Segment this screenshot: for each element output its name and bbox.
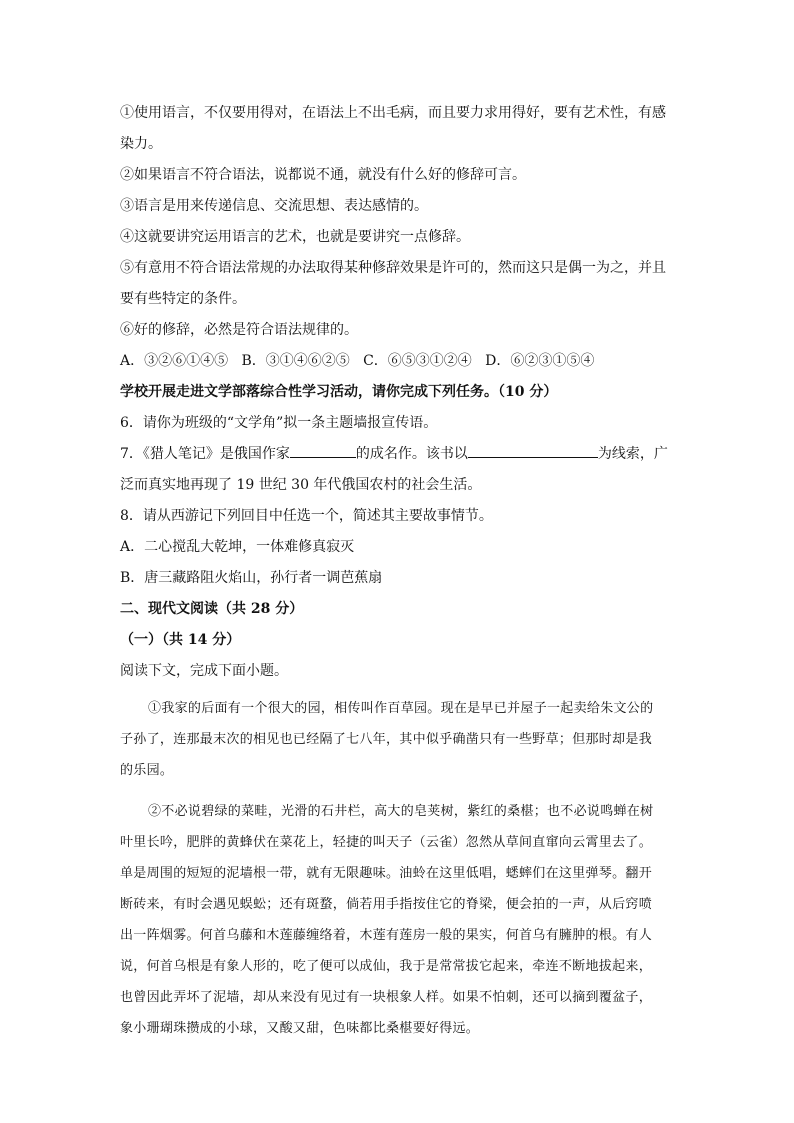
sentence-2: ②如果语言不符合语法，说都说不通，就没有什么好的修辞可言。 — [120, 167, 526, 183]
sentence-1: ①使用语言，不仅要用得对，在语法上不出毛病，而且要力求用得好，要有艺术性，有感 — [120, 105, 666, 121]
question-7-part1: 7．《猎人笔记》是俄国作家 — [120, 446, 290, 462]
sentence-6: ⑥好的修辞，必然是符合语法规律的。 — [120, 322, 358, 338]
passage-line: 出一阵烟雾。何首乌藤和木莲藤缠络着，木莲有莲房一般的果实，何首乌有臃肿的根。有人 — [120, 928, 653, 943]
question-6: 6．请你为班级的“文学角”拟一条主题墙报宣传语。 — [120, 415, 438, 431]
answer-blank-author[interactable] — [290, 441, 356, 458]
task-heading: 学校开展走进文学部落综合性学习活动，请你完成下列任务。（10 分） — [120, 384, 558, 400]
passage-line: 象小珊瑚珠攒成的小球，又酸又甜，色味都比桑椹要好得远。 — [120, 1021, 480, 1036]
passage-line: 也曾因此弄坏了泥墙，却从来没有见过有一块根象人样。如果不怕刺，还可以摘到覆盆子， — [120, 990, 653, 1005]
reading-instruction: 阅读下文，完成下面小题。 — [120, 663, 288, 679]
paragraph-gap — [120, 786, 680, 796]
answer-options: A．③②⑥①④⑤ B．③①④⑥②⑤ C．⑥⑤③①②④ D．⑥②③①⑤④ — [120, 353, 595, 369]
sentence-5: ⑤有意用不符合语法常规的办法取得某种修辞效果是许可的，然而这只是偶一为之，并且 — [120, 260, 666, 276]
passage-line: 单是周围的短短的泥墙根一带，就有无限趣味。油蛉在这里低唱，蟋蟀们在这里弹琴。翻开 — [120, 866, 653, 881]
question-8-option-a: A．二心搅乱大乾坤，一体难修真寂灭 — [120, 539, 355, 555]
passage-line: ②不必说碧绿的菜畦，光滑的石井栏，高大的皂荚树，紫红的桑椹；也不必说鸣蝉在树 — [148, 804, 654, 819]
answer-blank-clue[interactable] — [468, 441, 598, 458]
sentence-5-cont: 要有些特定的条件。 — [120, 291, 246, 307]
question-7-part2: 的成名作。该书以 — [355, 446, 468, 462]
sentence-3: ③语言是用来传递信息、交流思想、表达感情的。 — [120, 198, 428, 214]
sentence-1-cont: 染力。 — [120, 136, 162, 152]
passage-line: 说，何首乌根是有象人形的，吃了便可以成仙，我于是常常拔它起来，牵连不断地拔起来， — [120, 959, 653, 974]
question-7 — [120, 439, 680, 470]
question-8-option-b: B．唐三藏路阻火焰山，孙行者一调芭蕉扇 — [120, 570, 383, 586]
question-7-part3: 为线索，广 — [597, 446, 668, 462]
passage-line: 叶里长吟，肥胖的黄蜂伏在菜花上，轻捷的叫天子（云雀）忽然从草间直窜向云霄里去了。 — [120, 835, 653, 850]
passage-line: 断砖来，有时会遇见蜈蚣；还有斑蝥，倘若用手指按住它的脊梁，便会拍的一声，从后窍喷 — [120, 897, 653, 912]
page-content — [120, 98, 680, 1044]
reading-passage — [120, 693, 680, 1044]
subsection-heading: （一）（共 14 分） — [120, 632, 241, 648]
passage-line: 的乐园。 — [120, 763, 174, 778]
question-8: 8．请从西游记下列回目中任选一个，简述其主要故事情节。 — [120, 508, 493, 524]
question-7-cont: 泛而真实地再现了 19 世纪 30 年代俄国农村的社会生活。 — [120, 477, 482, 493]
passage-line: ①我家的后面有一个很大的园，相传叫作百草园。现在是早已并屋子一起卖给朱文公的 — [148, 701, 654, 716]
passage-line: 子孙了，连那最末次的相见也已经隔了七八年，其中似乎确凿只有一些野草；但那时却是我 — [120, 732, 653, 747]
section-heading: 二、现代文阅读（共 28 分） — [120, 601, 304, 617]
sentence-4: ④这就要讲究运用语言的艺术，也就是要讲究一点修辞。 — [120, 229, 470, 245]
